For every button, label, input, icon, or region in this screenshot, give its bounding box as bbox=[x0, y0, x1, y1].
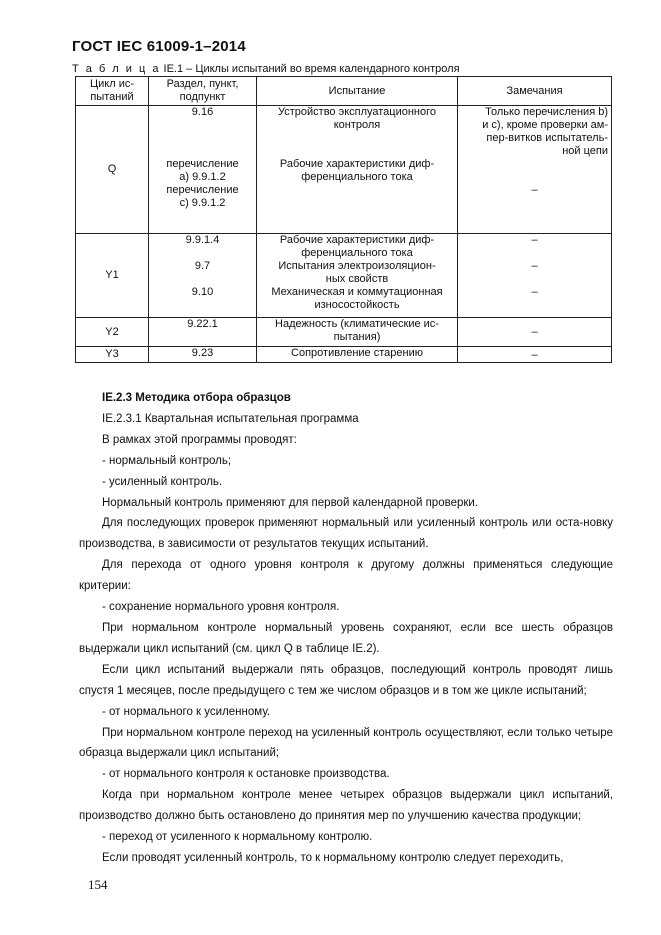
paragraph: Для последующих проверок применяют нормальный или усиленный контроль или оста-новку производства, в зависимости от результатов текущих испытаний. bbox=[79, 517, 613, 551]
paragraph: IE.2.3.1 Квартальная испытательная программа bbox=[102, 412, 359, 425]
paragraph: Для перехода от одного уровня контроля к другому должны применяться следующие критерии: bbox=[79, 559, 613, 593]
remarks-cell bbox=[458, 234, 612, 318]
section-text: перечисление bbox=[166, 158, 239, 170]
remarks-cell: – bbox=[458, 318, 612, 347]
test-cell bbox=[257, 234, 458, 318]
table-row bbox=[76, 318, 612, 347]
paragraph: Если цикл испытаний выдержали пять образцов, последующий контроль проводят лишь спустя 1 месяцев, после предыдущего с тем же числом образцов и в том же цикле испытаний; bbox=[79, 663, 613, 697]
test-cycles-table bbox=[75, 76, 612, 363]
test-text: Механическая и коммутационная bbox=[271, 286, 443, 298]
header-cycle-line: Цикл ис- bbox=[90, 78, 134, 90]
remark-text: – bbox=[531, 286, 538, 298]
test-text: пытания) bbox=[333, 331, 381, 343]
table-row bbox=[76, 106, 612, 234]
remark-text: ной цепи bbox=[562, 145, 608, 157]
paragraph: Когда при нормальном контроле менее четырех образцов выдержали цикл испытаний, производство должно быть остановлено до принятия мер по улучшению качества продукции; bbox=[79, 789, 613, 823]
paragraph: При нормальном контроле переход на усиленный контроль осуществляют, если только четыре образца выдержали цикл испытаний; bbox=[79, 726, 613, 760]
paragraph: - усиленный контроль. bbox=[102, 475, 223, 488]
table-row bbox=[76, 347, 612, 363]
paragraph: В рамках этой программы проводят: bbox=[102, 433, 297, 446]
test-text: Рабочие характеристики диф- bbox=[279, 234, 435, 246]
remarks-cell bbox=[458, 106, 612, 234]
remark-text: Только перечисления b) bbox=[485, 106, 608, 118]
test-text: Устройство эксплуатационного bbox=[277, 106, 437, 118]
paragraph: При нормальном контроле нормальный уровень сохраняют, если все шесть образцов выдержали цикл испытаний (см. цикл Q в таблице IE.2). bbox=[79, 621, 613, 655]
test-text: ференциального тока bbox=[301, 247, 413, 259]
section-cell: 9.23 bbox=[149, 347, 257, 363]
table-header-row bbox=[76, 77, 612, 106]
test-cell: Сопротивление старению bbox=[257, 347, 458, 363]
section-cell bbox=[149, 234, 257, 318]
header-section-line: подпункт bbox=[179, 91, 226, 103]
table-caption-prefix: Т а б л и ц а bbox=[72, 63, 161, 75]
remark-text: – bbox=[531, 234, 538, 246]
remark-text: – bbox=[531, 184, 538, 196]
cycle-cell: Y3 bbox=[76, 347, 149, 363]
paragraph: - от нормального к усиленному. bbox=[102, 705, 271, 718]
test-text: Надежность (климатические ис- bbox=[275, 318, 439, 330]
section-cell: 9.22.1 bbox=[149, 318, 257, 347]
paragraph: - переход от усиленного к нормальному контролю. bbox=[102, 831, 373, 844]
test-text: ных свойств bbox=[325, 273, 389, 285]
test-text: контроля bbox=[333, 119, 381, 131]
cycle-cell: Y2 bbox=[76, 318, 149, 347]
header-section-line: Раздел, пункт, bbox=[166, 78, 239, 90]
document-header: ГОСТ IEC 61009-1–2014 bbox=[72, 38, 246, 55]
cycle-cell: Q bbox=[76, 106, 149, 234]
paragraph: - сохранение нормального уровня контроля. bbox=[102, 601, 340, 614]
section-text: 9.10 bbox=[191, 286, 214, 298]
header-cycle bbox=[76, 77, 149, 106]
header-test: Испытание bbox=[257, 77, 458, 106]
table-row bbox=[76, 234, 612, 318]
test-cell bbox=[257, 318, 458, 347]
section-text: перечисление bbox=[166, 184, 239, 196]
remark-text: пер-витков испытатель- bbox=[486, 132, 608, 144]
paragraph: Нормальный контроль применяют для первой календарной проверки. bbox=[102, 496, 479, 509]
test-cell bbox=[257, 106, 458, 234]
header-cycle-line: пытаний bbox=[90, 91, 134, 103]
table-caption-text: IE.1 – Циклы испытаний во время календарного контроля bbox=[160, 63, 460, 75]
header-section bbox=[149, 77, 257, 106]
section-text: c) 9.9.1.2 bbox=[179, 197, 226, 209]
remark-text: – bbox=[531, 260, 538, 272]
remark-text: и c), кроме проверки ам- bbox=[482, 119, 608, 131]
body-text bbox=[79, 388, 613, 869]
paragraph: - от нормального контроля к остановке производства. bbox=[102, 768, 390, 781]
test-text: ференциального тока bbox=[301, 171, 413, 183]
page-number: 154 bbox=[88, 877, 108, 892]
section-heading: IE.2.3 Методика отбора образцов bbox=[102, 392, 291, 404]
cycle-cell: Y1 bbox=[76, 234, 149, 318]
test-text: Испытания электроизоляцион- bbox=[278, 260, 436, 272]
section-text: 9.7 bbox=[194, 260, 211, 272]
remarks-cell: – bbox=[458, 347, 612, 363]
table-caption bbox=[72, 63, 460, 75]
test-text: износостойкость bbox=[314, 299, 400, 311]
section-text: a) 9.9.1.2 bbox=[179, 171, 226, 183]
section-cell bbox=[149, 106, 257, 234]
test-text: Рабочие характеристики диф- bbox=[279, 158, 435, 170]
section-text: 9.9.1.4 bbox=[185, 234, 220, 246]
paragraph: Если проводят усиленный контроль, то к нормальному контролю следует переходить, bbox=[102, 851, 564, 864]
section-text: 9.16 bbox=[191, 106, 214, 118]
header-remarks: Замечания bbox=[458, 77, 612, 106]
paragraph: - нормальный контроль; bbox=[102, 454, 232, 467]
